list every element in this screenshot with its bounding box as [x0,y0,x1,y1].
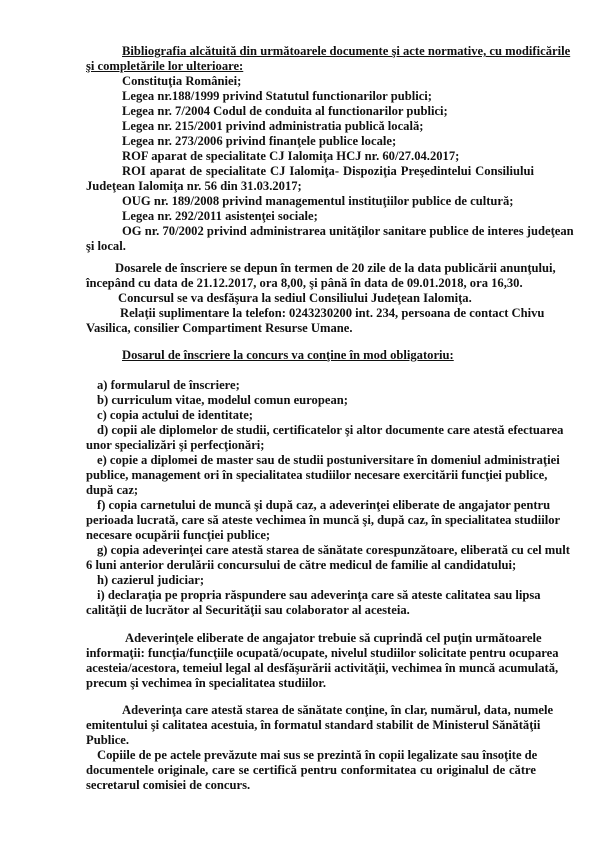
certificates-paragraph-cont: acesteia/acestora, temeiul legal al desfăşurării activităţii, vechimea în muncă acumulată, [86,661,559,675]
bibliography-heading-cont: şi completările lor ulterioare: [86,59,244,73]
bibliography-item: OUG nr. 189/2008 privind managementul instituţiilor publice de cultură; [122,194,514,208]
bibliography-item-roi: ROI aparat de specialitate CJ Ialomiţa- Dispoziţia Preşedintelui Consiliului [122,164,534,178]
dossier-item-d-cont: unor specializări şi perfecţionări; [86,438,265,452]
bibliography-item-og: OG nr. 70/2002 privind administrarea unităţilor sanitare publice de interes judeţean [122,224,574,238]
copies-paragraph-cont: documentele originale, care se certifică pentru conformitatea cu originalul de către [86,763,536,777]
bibliography-item-og-cont: şi local. [86,239,126,253]
dossier-item-d: d) copii ale diplomelor de studii, certificatelor şi altor documente care atestă efectuarea [97,423,564,437]
dossier-item-i: i) declaraţia pe propria răspundere sau adeverinţa care să ateste calitatea sau lipsa [97,588,541,602]
dossier-item-h: h) cazierul judiciar; [97,573,205,587]
dossier-heading: Dosarul de înscriere la concurs va conţine în mod obligatoriu: [122,348,454,362]
submission-dates: începând cu data de 21.12.2017, ora 8,00, şi până în data de 09.01.2018, ora 16,30. [86,276,523,290]
copies-paragraph-cont: secretarul comisiei de concurs. [86,778,251,792]
certificates-paragraph-cont: precum şi vechimea în specialitatea studiilor. [86,676,326,690]
dossier-item-e-cont: publice, management ori în specialitatea studiilor necesare exercitării funcţiei publice, [86,468,548,482]
submission-text: Dosarele de înscriere se depun în termen de 20 zile de la data publicării anunţului, [115,261,556,275]
dossier-item-e: e) copie a diplomei de master sau de studii postuniversitare în domeniul administraţiei [97,453,560,467]
health-certificate-paragraph-cont: emitentului şi calitatea acestuia, în formatul standard stabilit de Ministerul Sănătăţii [86,718,541,732]
bibliography-item: Legea nr. 292/2011 asistenţei sociale; [122,209,318,223]
dossier-item-f: f) copia carnetului de muncă şi după caz, a adeverinţei eliberate de angajator pentru [97,498,551,512]
bibliography-item: Legea nr. 273/2006 privind finanţele publice locale; [122,134,397,148]
contest-location: Concursul se va desfăşura la sediul Consiliului Judeţean Ialomiţa. [118,291,472,305]
dossier-item-e-cont: după caz; [86,483,139,497]
dossier-item-c: c) copia actului de identitate; [97,408,254,422]
bibliography-heading: Bibliografia alcătuită din următoarele documente şi acte normative, cu modificările [122,44,571,58]
contact-info: Relaţii suplimentare la telefon: 0243230200 int. 234, persoana de contact Chivu [120,306,545,320]
bibliography-item: Legea nr. 215/2001 privind administratia publică locală; [122,119,424,133]
bibliography-item: Legea nr. 7/2004 Codul de conduita al functionarilor publici; [122,104,448,118]
certificates-paragraph-cont: informaţii: funcţia/funcţiile ocupată/ocupate, nivelul studiilor solicitate pentru ocuparea [86,646,559,660]
dossier-item-i-cont: calităţii de lucrător al Securităţii sau colaborator al acesteia. [86,603,410,617]
dossier-item-f-cont: necesare ocupării funcţiei publice; [86,528,271,542]
dossier-item-g: g) copia adeverinţei care atestă starea de sănătate corespunzătoare, eliberată cu cel mult [97,543,570,557]
bibliography-item-roi-cont: Judeţean Ialomiţa nr. 56 din 31.03.2017; [86,179,302,193]
bibliography-item: ROF aparat de specialitate CJ Ialomiţa HCJ nr. 60/27.04.2017; [122,149,460,163]
bibliography-item: Constituţia României; [122,74,242,88]
dossier-item-a: a) formularul de înscriere; [97,378,240,392]
copies-paragraph: Copiile de pe actele prevăzute mai sus se prezintă în copii legalizate sau însoţite de [97,748,538,762]
health-certificate-paragraph: Adeverinţa care atestă starea de sănătate conţine, în clar, numărul, data, numele [122,703,554,717]
contact-info-cont: Vasilica, consilier Compartiment Resurse Umane. [86,321,353,335]
dossier-item-b: b) curriculum vitae, modelul comun european; [97,393,348,407]
certificates-paragraph: Adeverinţele eliberate de angajator trebuie să cuprindă cel puţin următoarele [125,631,542,645]
dossier-item-f-cont: perioada lucrată, care să ateste vechimea în muncă şi, după caz, în specialitatea studiilor [86,513,561,527]
bibliography-item: Legea nr.188/1999 privind Statutul functionarilor publici; [122,89,432,103]
health-certificate-paragraph-cont: Publice. [86,733,130,747]
dossier-item-g-cont: 6 luni anterior derulării concursului de către medicul de familie al candidatului; [86,558,517,572]
